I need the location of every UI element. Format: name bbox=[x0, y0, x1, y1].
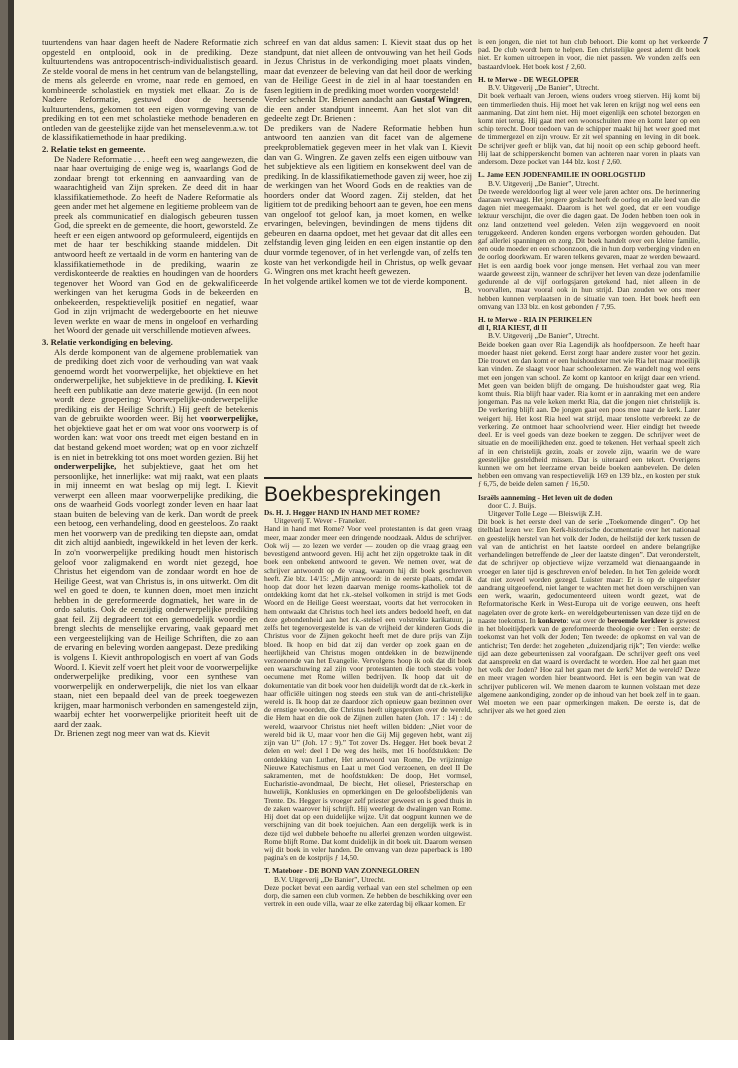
onderwerpelijke-term: onderwerpelijke, bbox=[54, 461, 117, 472]
book-2-publisher: B.V. Uitgeverij „De Banier”, Utrecht. bbox=[274, 874, 386, 884]
book-3-heading: H. te Merwe - DE WEGLOPER bbox=[478, 74, 579, 84]
book-6-review bbox=[478, 518, 700, 715]
section-3-text-d: het subjektieve, gaat het om het persoonlijke, het innerlijke: wat mij raakt, wat een plaats in mij inneemt en wat beslag op mij legt. I. Kievit verwerpt een alleen maar voorwerpelijke prediking, die ons de waarheid Gods voorlegt zonder leven en haar laat staan buiten de beleving van de kerk. Dan wordt de preek een betoog, een verhandeling, dood en geesteloos. Zo raakt men het voorwerp van de prediking ten diepste aan, omdat dit zich altijd aanbiedt, ingewikkeld in het leven der kerk. In zo'n voorwerpelijke prediking houdt men historisch geloof voor zaligmakend en wordt niet gezegd, hoe Christus het eigendom van de zondaar wordt en hoe de Heilige Geest, wat van Christus is, in ons uitwerkt. Om dit wel en goed te doen, te kunnen doen, moet men inzicht hebben in de gereformeerde dogmatiek, het ware in de ordo salutis. Ook de eenzijdig onderwerpelijke prediking gaat feil. Zij degradeert tot een gemoedelijk woordje en brengt slechts de menselijke ervaring, vaak gepaard met een vergeestelijking van de Heilige Schriften, die zo aan de ervaring en beleving worden aangepast. Deze prediking is volgens I. Kievit anthropologisch en voert af van Gods Woord. I. Kievit zelf voert het pleit voor de voorwerpelijke onderwerpelijke prediking, voor een synthese van voorwerpelijk en onderwerpelijk, die niet los van elkaar staan, niet een bepaald deel van de preek toegewezen krijgen, maar harmonisch verbonden en samengesteld zijn, waarbij echter het voorwerpelijke prioriteit heeft uit de aard der zaak. bbox=[54, 461, 258, 729]
book-5-publisher: B.V. Uitgeverij „De Banier”, Utrecht. bbox=[488, 331, 600, 341]
book-6-text-mid: : wat over de bbox=[566, 615, 606, 625]
book-1-review: Hand in hand met Rome? Voor veel protestanten is dat geen vraag meer, maar zonder meer een dringende noodzaak. Aldus de schrijver. Ook wij — zo lezen we verder — zouden op die vraag graag een bevestigend antwoord geven. Hij acht het zijn opgetrokte taak in dit boek een onbekend antwoord te geven. We nemen over, wat de schrijver antwoordt op de vraag, waarom hij dit boek geschreven heeft. Zie blz. 14/15: „Mijn antwoord: in de eerste plaats, omdat ik hoop dat door het lezen daarvan menige rooms-katholiek tot de ontdekking komt dat het r.k.-stelsel volkomen in strijd is met Gods Woord en de Heilige Geest weerstaat, voorts dat het verrocoken in hem ontwaakt dat Christus toch heel iets anders bedoeld heeft, en dat deze gebondenheid aan het r.k.-stelsel een volstrekte karikatuur, ja zelfs het tegenovergestelde is van de vrijheid der kinderen Gods die Christus voor de Zijnen gekocht heeft met de dure prijs van Zijn bloed. Ik hoop en bid dat zij dan verder op zoek gaan en de heerlijkheid van Christus mogen ontdekken in de bezwijnende verzoenende van het Evangelie. Vervolgens hoop ik ook dat dit boek een waarschuwing zal zijn voor protestanten die toch steeds volop oecumene met Rome willen bedrijven. Ik hoop dat uit de dokumentatie van dit boek voor hen duidelijk wordt dat de r.k.-kerk in haar officiële uitingen nog steeds een stuk van de anti-christelijke wereld is. Ik hoop dat ze daardoor zich opnieuw gaan bezinnen over de ernstige woorden, die Christus heeft uitgesproken over de wereld, die Hem haat en die ook de Zijnen zullen haten (Joh. 17 : 14) : de wereld, waarvoor Christus niet heeft willen bidden: „Niet voor de wereld bid ik U, maar voor hen die Gij Mij gegeven hebt, want zij zijn van U” (Joh. 17 : 9).” Tot zover Ds. Hegger. Het boek bevat 2 delen en wel: deel I De weg des heils, met 16 hoofdstukken: De ontdekking van Luther, Het antwoord van Rome, De vrijzinnige Nieuwe Katechismus en Laat u met God verzoenen, en deel II De sakramenten, met de hoofdstukken: De doop, Het vormsel, Eucharistie-avondmaal, De biecht, Het oliesel, Priesterschap en huwelijk, Konklusies en opmerkingen en De geloofsbelijdenis van Trente. Ds. Hegger is vroeger zelf priester geweest en is goed thuis in de zaken waarover hij schrijft. Hij weerlegt de dwalingen van Rome. Hij doet dat op een duidelijke wijze. Uit dat oogpunt kunnen we de verschijning van dit boek toejuichen. Aan een dergelijk werk is in deze tijd wel dubbele behoefte nu allerlei grenzen worden uitgewist. Rome blijft Rome. Dat komt duidelijk in dit boek uit. Daarom wensen wij dit boek in veler handen. De omvang van deze paperback is 180 pagina's en de kostprijs ƒ 14,50. bbox=[264, 524, 472, 863]
voorwerpelijke-term: voorwerpelijke, bbox=[200, 413, 258, 424]
col3-intro: is een jongen, die niet tot hun club behoort. Die komt op het verkeerde pad. De club wordt hem te helpen. Een christelijke geest ademt dit boek niet. Er komen uitroepen in voor, die niet passen. We vonden zelfs een bastaardvloek. Het boek kost ƒ 2,60. bbox=[478, 38, 700, 71]
book-2-review: Deze pocket bevat een aardig verhaal van een stel schelmen op een dorp, die samen een club vormen. Ze hebben de beschikking over een vertrek in een oude villa, waar ze elke zaterdag bij elkaar komen. Er bbox=[264, 882, 472, 909]
book-1-heading: Ds. H. J. Hegger HAND IN HAND MET ROME? bbox=[264, 508, 420, 517]
section-2-body: De Nadere Reformatie . . . . heeft een weg aangewezen, die naar haar overtuiging de enige weg is, waarlangs God de zondaar brengt tot erkenning en aanvaarding van de waarachtigheid van Zijn spreken. Ze deed dit in haar klassifikatiemethode. Zo heeft de Nadere Reformatie als geen ander met het algemene en legitieme probleem van de preek als communicatief en dialogisch gebeuren tussen God, die spreekt en de gemeente, die hoort, geworsteld. Ze heeft er een eigen antwoord op geformuleerd, eigentijds en met de haar ter beschikking staande middelen. Dit antwoord heeft ze vertaald in de vorm en hantering van de klassifikatiemethode in de prediking, waarin ze verdiskonteerde de reakties en houdingen van de hoorders tegenover het Woord van God en de gekwalificeerde werkingen van het kerugma Gods in de bekeerden en onbekeerden, respektievelijk positief en negatief, waar God in zijn vrijmacht de wedergeboorte en het nieuwe leven werkte en waar de mens in ongeloof en verharding het Woord der genade uit verschillende motieven afwees. bbox=[54, 153, 258, 336]
book-6-heading: Israëls aanneming - Het leven uit de doden bbox=[478, 492, 613, 502]
col2-text-b: Verder schenkt Dr. Brienen aandacht aan bbox=[264, 94, 408, 105]
book-4-publisher: B.V. Uitgeverij „De Banier”, Utrecht. bbox=[488, 178, 600, 188]
section-2-number: 2. bbox=[42, 144, 49, 155]
col2-paragraph-2 bbox=[264, 95, 472, 124]
scan-bottom-margin bbox=[0, 1040, 738, 1068]
beroemde-term: beroemde kerkleer bbox=[607, 615, 668, 625]
col2-paragraph-4: In het volgende artikel komen we tot de vierde komponent. bbox=[264, 275, 468, 286]
section-3-text-a: Als derde komponent van de algemene problematiek van de prediking doet zich voor de verhouding van wat vaak genoemd wordt het voorwerpelijke, het objektieve en het onderwerpelijke, het subjektieve in de prediking. bbox=[54, 346, 258, 386]
book-6-author: door C. J. Buijs. bbox=[488, 500, 537, 510]
section-2-title: Relatie tekst en gemeente. bbox=[50, 144, 146, 155]
section-3-number: 3. bbox=[42, 336, 49, 347]
section-3-text-c: het objektieve gaat het er om wat voor ons voorwerp is of worden kan: wat voor ons treedt met eigen bestand en in dat bestand gekend moet worden; wat op en voor zichzelf is en niet in betrekking tot ons moet worden gezien. Bij het bbox=[54, 422, 258, 462]
gustaf-wingren-name: Gustaf Wingren bbox=[410, 94, 470, 105]
scan-binding-edge bbox=[0, 0, 14, 1040]
column-3 bbox=[478, 38, 700, 1032]
col2-paragraph-1: schreef en van dat aldus samen: I. Kievit staat dus op het standpunt, dat niet alleen de ontvouwing van het heil Gods in Jezus Christus in de verkondiging moet plaats vinden, maar dat evenzeer de beleving van dat heil door de werking van de Heilige Geest in de ziel in al haar toestanden en fasen legitiem in de prediking moet worden voorgesteld! bbox=[264, 38, 472, 95]
section-rule bbox=[264, 477, 472, 479]
book-3-publisher: B.V. Uitgeverij „De Banier”, Utrecht. bbox=[488, 83, 600, 93]
book-2-heading: T. Mateboer - DE BOND VAN ZONNEGLOREN bbox=[264, 866, 420, 876]
book-5-review: Beide boeken gaan over Ria Lagendijk als hoofdpersoon. Ze heeft haar moeder haast niet gekend. Eerst zorgt haar andere zuster voor het gezin. Die trouwt en dan komt er een huishoudster met wie Ria het maar moeilijk kan vinden. Ze slaagt voor haar schoolexamen. Ze wandelt nog wel eens met een jongen van school. Ze komt op kantoor en krijgt daar een vriend. Met geen van beiden blijft de omgang. De huishoudster gaat weg. Ria komt thuis. Ria blijft haar vader. Ria komt er in aanraking met een andere jongeman. Pas na vele keken merkt Ria, dat die jongen niet christelijk is. De verkering blijft aan. De jongen gaat een poos mee naar de kerk. Later weigert hij. Het kost Ria heel wat strijd, maar tenslotte verbreekt ze de verkering. Ze ontmoet haar schoolvriend weer. Hier eindigt het tweede deel. Er is veel goeds van deze boeken te zeggen. De schrijver weet de situatie en de moeilijkheden enz. goed te tekenen. Het verhaal speelt zich af in een christelijk gezin, zoals er zovele zijn, waarin we de ware geestelijke gesteldheid missen. Dat is uiteraard een tekort. Overigens kunnen we om het leerzame ervan beide boeken aanbevelen. De delen hebben een omvang van respectievelijk 169 en 139 blz., en kosten per stuk ƒ 6,75, de beide delen samen ƒ 16,50. bbox=[478, 339, 700, 489]
book-6-text-b: is geweest in het bloeitijdperk van de gereformeerde theologie over : Ten eerste: de toekomst van het volk der Joden; Ten tweede: de opkomst en val van de antichrist; Ten derde: het zogeheten „duizendjarig rijk”; Ten vierde: welke tijd aan deze gebeurtenissen zal voorafgaan. De schrijver geeft ons veel dat aanspreekt en dat waard is overdacht te worden. Hoe zal het gaan met het volk der Joden? Hoe zal het gaan met de kerk? Met de wereld? Deze en meer vragen worden hier beantwoord. Het is een begin van wat de schrijver publiceren wil. We menen daarom te kunnen volstaan met deze algemene aankondiging, zonder op de inhoud van het boek zelf in te gaan. Wel moeten we een paar opmerkingen maken. De eerste is, dat de schrijver als we het goed zien bbox=[478, 615, 700, 716]
book-4-review: De tweede wereldoorlog ligt al weer vele jaren achter ons. De herinnering daaraan vervaagt. Het jongere geslacht heeft de oorlog en alle leed van die dagen niet meegemaakt. Daarom is het wel goed, dat er een voudige lektuur verschijnt, die over die dagen gaat. De Joden hebben toen ook in onz land ontzettend veel geleden. Velen zijn weggevoerd en nooit teruggekeerd. Anderen konden ergens verborgen worden gehouden. Dat gaf allerlei spanningen en zorg. Dit boek handelt over een kleine familie, een oude moeder en een schoonzoon, die in hun dorp verberging vinden en de oorlog doorkwam. Er waren telkens gevaren, maar ze werden bewaard. Het is een aardig boek voor jonge mensen. Het verhaal zou van meer waarde geweest zijn, wanneer de schrijver het leven van deze jodenfamilie gedurende al de vijf oorlogsjaren getekend had, niet alleen in de voorvallen, maar vooral ook in hun strijd. Dan zouden we ons meer hebben kunnen verplaatsen in de situatie van toen. Het boek heeft een omvang van 133 blz. en kost gebonden ƒ 7,95. bbox=[478, 186, 700, 311]
author-signature: B. bbox=[464, 285, 472, 296]
section-3-body bbox=[42, 348, 258, 730]
intro-paragraph: tuurtendens van haar dagen heeft de Nadere Reformatie zich opgesteld en ontplooid, ook in de prediking. Deze kultuurtendens was antropocentrisch-individualistisch geaard. Ze stelde vooral de mens in het centrum van de belangstelling, de mens als geleerde en vrome, naar rede en gemoed, en kombineerde scholastiek en mystiek met elkaar. Zo is de Nadere Reformatie, gestuwd door de heersende kultuurtendens, gekomen tot een eigen vormgeving van de prediking en tot een met scholastieke methode benaderen en ontleden van de geestelijke zijde van het menselevenm.a.w. tot de klassifikatiemethode in haar prediking. bbox=[42, 38, 258, 143]
book-1-publisher: Uitgeverij T. Wever - Franeker. bbox=[274, 516, 367, 526]
column-2 bbox=[264, 38, 472, 518]
konkreto-term: konkreto bbox=[537, 615, 567, 625]
kievit-name: I. Kievit bbox=[227, 375, 258, 386]
col2-text-c: , die een ander standpunt inneemt. Aan het slot van dit gedeelte zegt Dr. Brienen : bbox=[264, 94, 472, 124]
book-4-heading: L. Jame EEN JODENFAMILIE IN OORLOGSTIJD bbox=[478, 170, 646, 180]
section-3-text-b: heeft een publikatie aan deze materie gewijd. (In een noot wordt deze groepering: Voorwerpelijke-onderwerpelijke prediking eis der Heilige Schrift.) Hij geeft de betekenis van de gebruikte woorden weer. Bij het bbox=[54, 384, 258, 424]
book-reviews-title: Boekbesprekingen bbox=[264, 483, 442, 506]
column-1 bbox=[42, 38, 258, 1032]
book-5-heading: H. te Merwe - RIA IN PERIKELEN dl I, RIA KIEST, dl II bbox=[478, 315, 592, 333]
section-3-tail: Dr. Brienen zegt nog meer van wat ds. Kievit bbox=[54, 728, 210, 739]
col2-paragraph-3: De predikers van de Nadere Reformatie hebben hun antwoord ten aanzien van dit facet van de algemene preekproblematiek gegeven meer in het vlak van I. Kievit dan van G. Wingren. Ze gaven zelfs een eigen uitbouw van het subjektieve als een ligitiem en konsekwent deel van de prediking. In de klassifikatiemethode gaven zij weer, hoe zij de werkingen van het Woord Gods en de reakties van de hoorders onder dat Woord zagen. Zij stelden, dat het ligitiem tot de prediking behoort aan te geven, hoe een mens van ongeloof tot geloof kan, ja moet komen, en welke ervaringen, belevingen, bevindingen de mens tijdens dit gebeuren en daarna opdoet, met het gevaar dat dit alles een zelfstandig leven ging leiden en een eigen instantie op den duur vormde tegenover, of in het verlengde van, of zelfs ten koste van het verkondigde heil in Christus, op welk gevaar G. Wingren ons met kracht heeft gewezen. bbox=[264, 122, 472, 277]
page-number: 7 bbox=[703, 36, 708, 47]
section-3-title: Relatie verkondiging en beleving. bbox=[50, 336, 173, 347]
book-6-publisher: Uitgever Tolle Lege — Bleiswijk Z.H. bbox=[488, 509, 603, 519]
book-reviews-section bbox=[264, 474, 472, 1034]
book-3-review: Dit boek verhaalt van Jeroen, wiens ouders vroeg stierven. Hij komt bij een timmerlieden thuis. Hij moet het vak leren en krijgt nog wel eens een aanmaning. Dat zint hem niet. Hij moet eigenlijk een schotel bezorgen en komt niet terug. Hij gaat met een woonschuiten mee en komt later op een schip terecht. Door toedoen van de schipper maakt hij het weer goed met de timmergezel en zijn vrouw. Er zit wel spanning en leving in dit boek. De schrijver geeft er blijk van, dat hij nooit op een schip geboord heeft. Hij laat de schipperskencht bomen van achteren naar voren in plaats van andersom. Deze pocket van 144 blz. kost ƒ 2,60. bbox=[478, 91, 700, 167]
book-6-text-a: Dit boek is het eerste deel van de serie „Toekomende dingen”. Op het titelblad lezen we: Een Kerk-historische documentatie over het nationaal en geestelijk herstel van het volk der Joden, de heilstijd der kerk tussen de val van de antichrist en het laatste oordeel en andere belangrijke verhandelingen betreffende de „leer der laatste dingen”. Dat veronderstelt, dat de schrijver op objectieve wijze verzameld wat dienaangaande in vroeger en later tijd is geschreven en/of beleden. In het Ten geleide wordt dat niet zoveel worden gezegd. Luister maar: Er is op de uitgeefster aandrang uitgeoefend, niet langer te wachten met het doen verschijnen van een werk, waarin, gedocumenteerd uiteen wordt gezet, wat de Reformatorische Kerk in West-Europa uit de vorige eeuwen, ons heeft nagelaten over de grote kerk- en wereldgebeurtenissen van deze tijd en de naaste toekomst. In bbox=[478, 517, 700, 625]
